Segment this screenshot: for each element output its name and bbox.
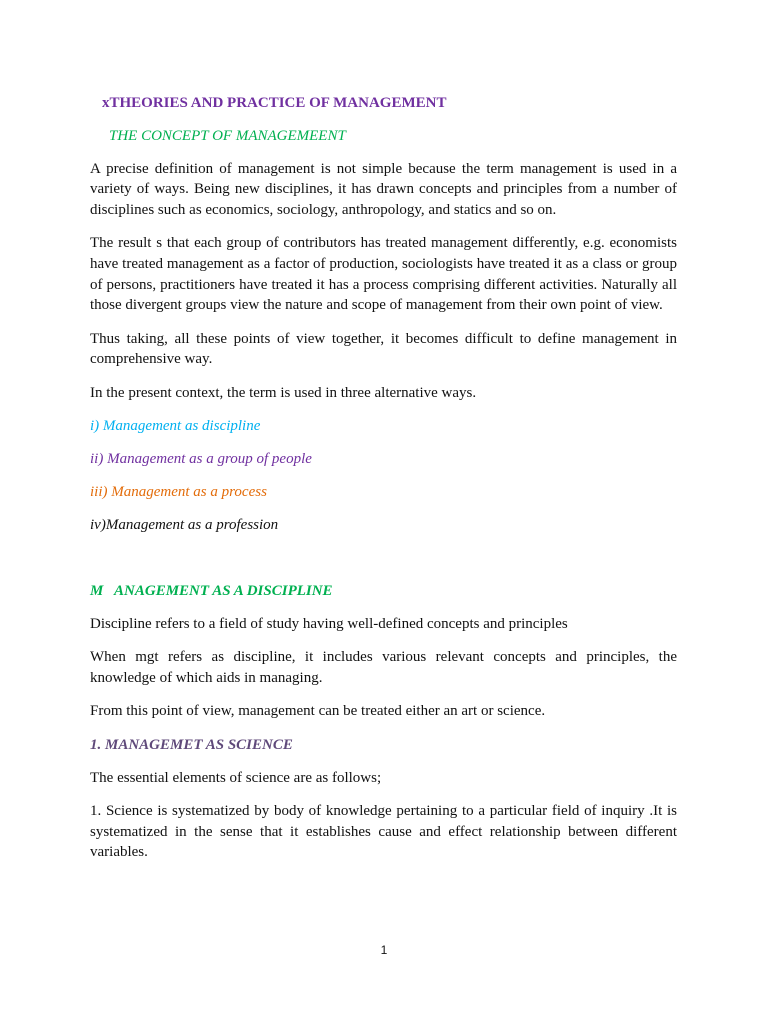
section-paragraph: Discipline refers to a field of study having well-defined concepts and principles bbox=[90, 615, 568, 632]
science-paragraph: 1. Science is systematized by body of knowledge pertaining to a particular field of inquiry .It is systematized in the sense that it establishes cause and effect relationship between different variables. bbox=[90, 803, 677, 861]
list-item-process: iii) Management as a process bbox=[90, 484, 267, 501]
section-heading: M ANAGEMENT AS A DISCIPLINE bbox=[90, 583, 333, 600]
intro-paragraph: Thus taking, all these points of view together, it becomes difficult to define management in comprehensive way. bbox=[90, 330, 677, 368]
intro-paragraph: A precise definition of management is not simple because the term management is used in a variety of ways. Being new disciplines, it has drawn concepts and principles from a number of disciplines such as economics, sociology, anthropology, and statics and so on. bbox=[90, 160, 677, 218]
science-paragraph: The essential elements of science are as follows; bbox=[90, 769, 382, 786]
section-paragraph: When mgt refers as discipline, it includes various relevant concepts and principles, the knowledge of which aids in managing. bbox=[90, 649, 677, 686]
document-subtitle: THE CONCEPT OF MANAGEMEENT bbox=[109, 128, 346, 144]
intro-paragraph: In the present context, the term is used in three alternative ways. bbox=[90, 384, 477, 401]
intro-paragraph: The result s that each group of contributors has treated management differently, e.g. economists have treated management as a factor of production, sociologists have treated it as a class or group of persons, practitioners have treated it has a process comprising different activities. Naturally all those divergent groups view the nature and scope of management from their own point of view. bbox=[90, 235, 677, 314]
page-number: 1 bbox=[380, 943, 388, 957]
list-item-group-of-people: ii) Management as a group of people bbox=[90, 451, 312, 468]
list-item-profession: iv)Management as a profession bbox=[90, 517, 279, 534]
list-item-discipline: i) Management as discipline bbox=[90, 418, 261, 435]
sub-heading: 1. MANAGEMET AS SCIENCE bbox=[90, 736, 293, 753]
section-paragraph: From this point of view, management can be treated either an art or science. bbox=[90, 703, 546, 720]
document-title: xTHEORIES AND PRACTICE OF MANAGEMENT bbox=[102, 95, 447, 111]
document-page bbox=[90, 93, 677, 863]
